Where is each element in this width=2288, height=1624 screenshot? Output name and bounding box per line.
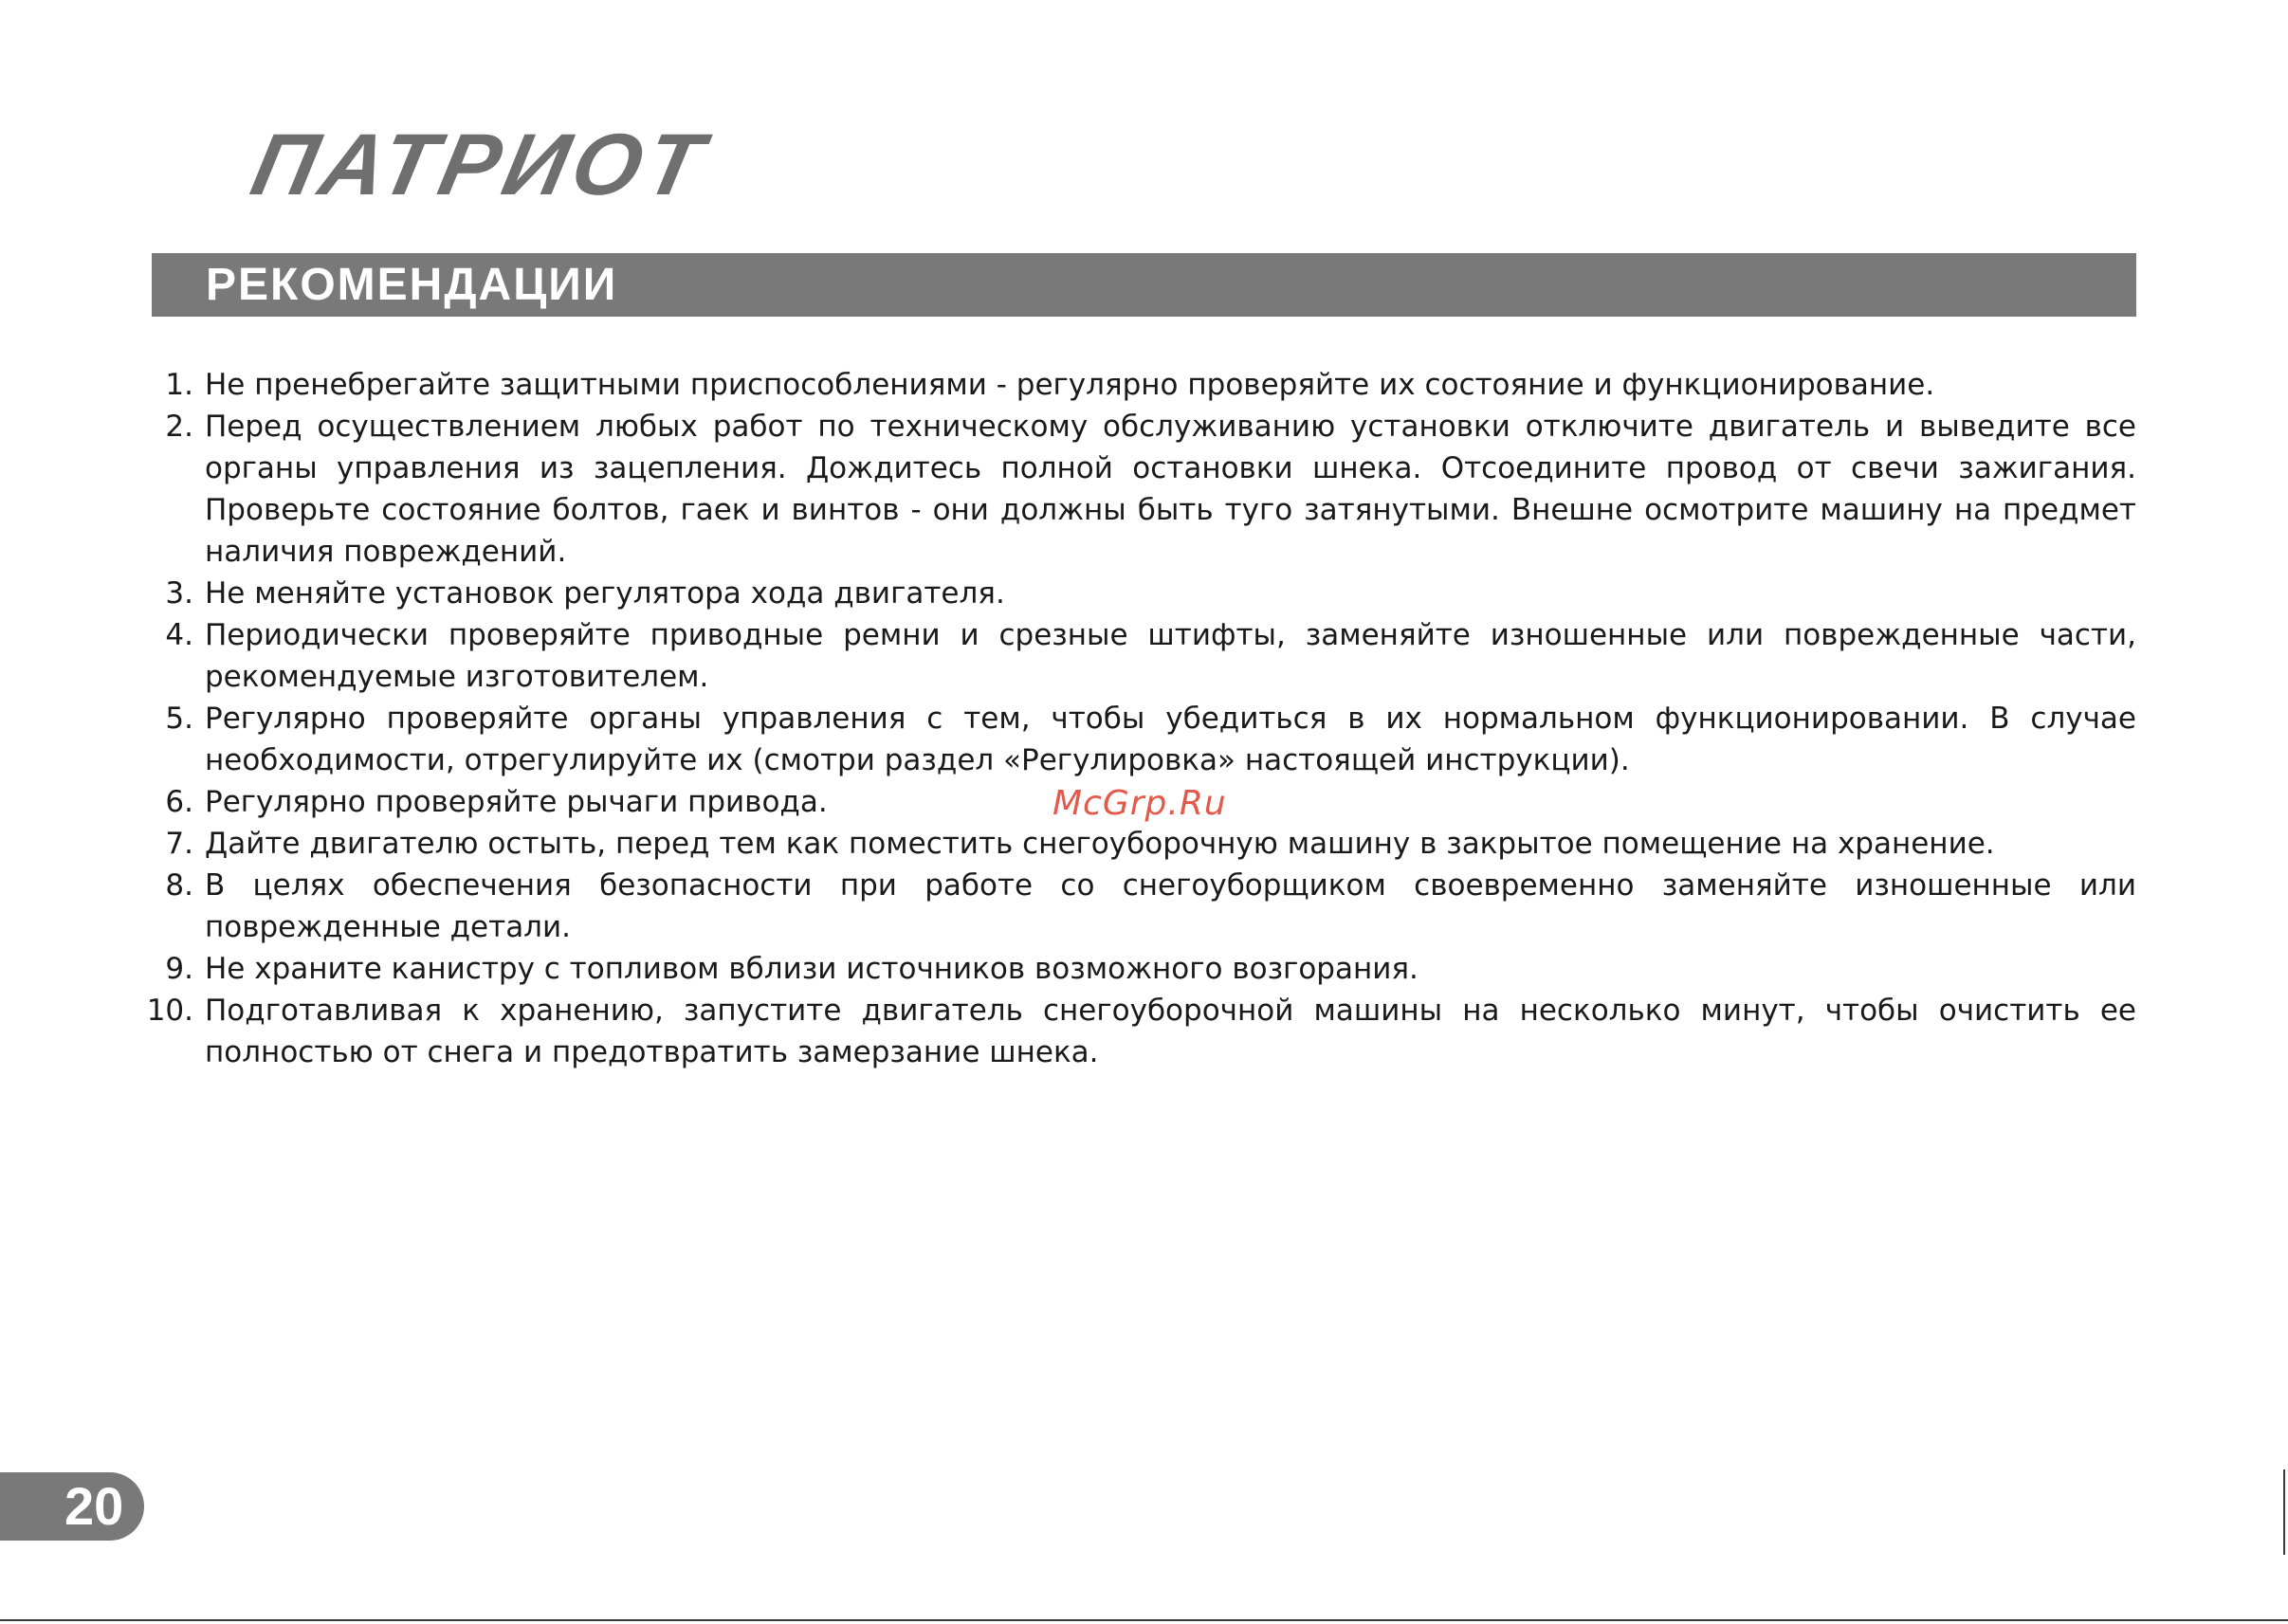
watermark: McGrp.Ru — [1052, 784, 1227, 823]
item-number: 4. — [165, 618, 193, 652]
list-item — [142, 948, 2136, 990]
patriot-logo: ПАТРИОТ — [243, 117, 717, 213]
item-text: Не храните канистру с топливом вблизи источников возможного возгорания. — [205, 952, 1419, 986]
item-text: Не меняйте установок регулятора хода двигателя. — [205, 576, 1005, 611]
section-header-bar — [152, 253, 2136, 317]
item-text: Регулярно проверяйте рычаги привода. — [205, 785, 828, 819]
list-item — [142, 865, 2136, 948]
edge-mark — [2283, 1469, 2285, 1555]
item-text: Не пренебрегайте защитными приспособлениями - регулярно проверяйте их состояние и функционирование. — [205, 368, 1935, 402]
item-number: 6. — [165, 785, 193, 819]
recommendations-list — [142, 364, 2136, 1073]
item-text: Дайте двигателю остыть, перед тем как поместить снегоуборочную машину в закрытое помещение на хранение. — [205, 827, 1995, 861]
list-item — [142, 364, 2136, 406]
item-text: Подготавливая к хранению, запустите двигатель снегоуборочной машины на несколько минут, чтобы очистить ее полностью от снега и предотвратить замерзание шнека. — [205, 994, 2136, 1069]
item-number: 10. — [146, 994, 193, 1028]
item-number: 9. — [165, 952, 193, 986]
item-text: Периодически проверяйте приводные ремни и срезные штифты, заменяйте изношенные или поврежденные части, рекомендуемые изготовителем. — [205, 618, 2136, 694]
bottom-rule — [0, 1619, 2288, 1621]
item-number: 7. — [165, 827, 193, 861]
item-text: В целях обеспечения безопасности при работе со снегоуборщиком своевременно заменяйте изношенные или поврежденные детали. — [205, 868, 2136, 944]
item-text: Регулярно проверяйте органы управления с тем, чтобы убедиться в их нормальном функционировании. В случае необходимости, отрегулируйте их (смотри раздел «Регулировка» настоящей инструкции). — [205, 702, 2136, 777]
list-item — [142, 406, 2136, 573]
list-item — [142, 698, 2136, 781]
list-item — [142, 573, 2136, 614]
item-number: 3. — [165, 576, 193, 611]
list-item — [142, 823, 2136, 865]
item-number: 5. — [165, 702, 193, 736]
section-title: РЕКОМЕНДАЦИИ — [206, 260, 618, 310]
item-text: Перед осуществлением любых работ по техническому обслуживанию установки отключите двигатель и выведите все органы управления из зацепления. Дождитесь полной остановки шнека. Отсоедините провод от свечи зажигания. Проверьте состояние болтов, гаек и винтов - они должны быть туго затянутыми. Внешне осмотрите машину на предмет наличия повреждений. — [205, 410, 2136, 569]
item-number: 8. — [165, 868, 193, 903]
list-item — [142, 614, 2136, 698]
page-number-tab — [0, 1472, 144, 1541]
item-number: 1. — [165, 368, 193, 402]
page-number: 20 — [64, 1476, 124, 1536]
item-number: 2. — [165, 410, 193, 444]
list-item — [142, 990, 2136, 1073]
